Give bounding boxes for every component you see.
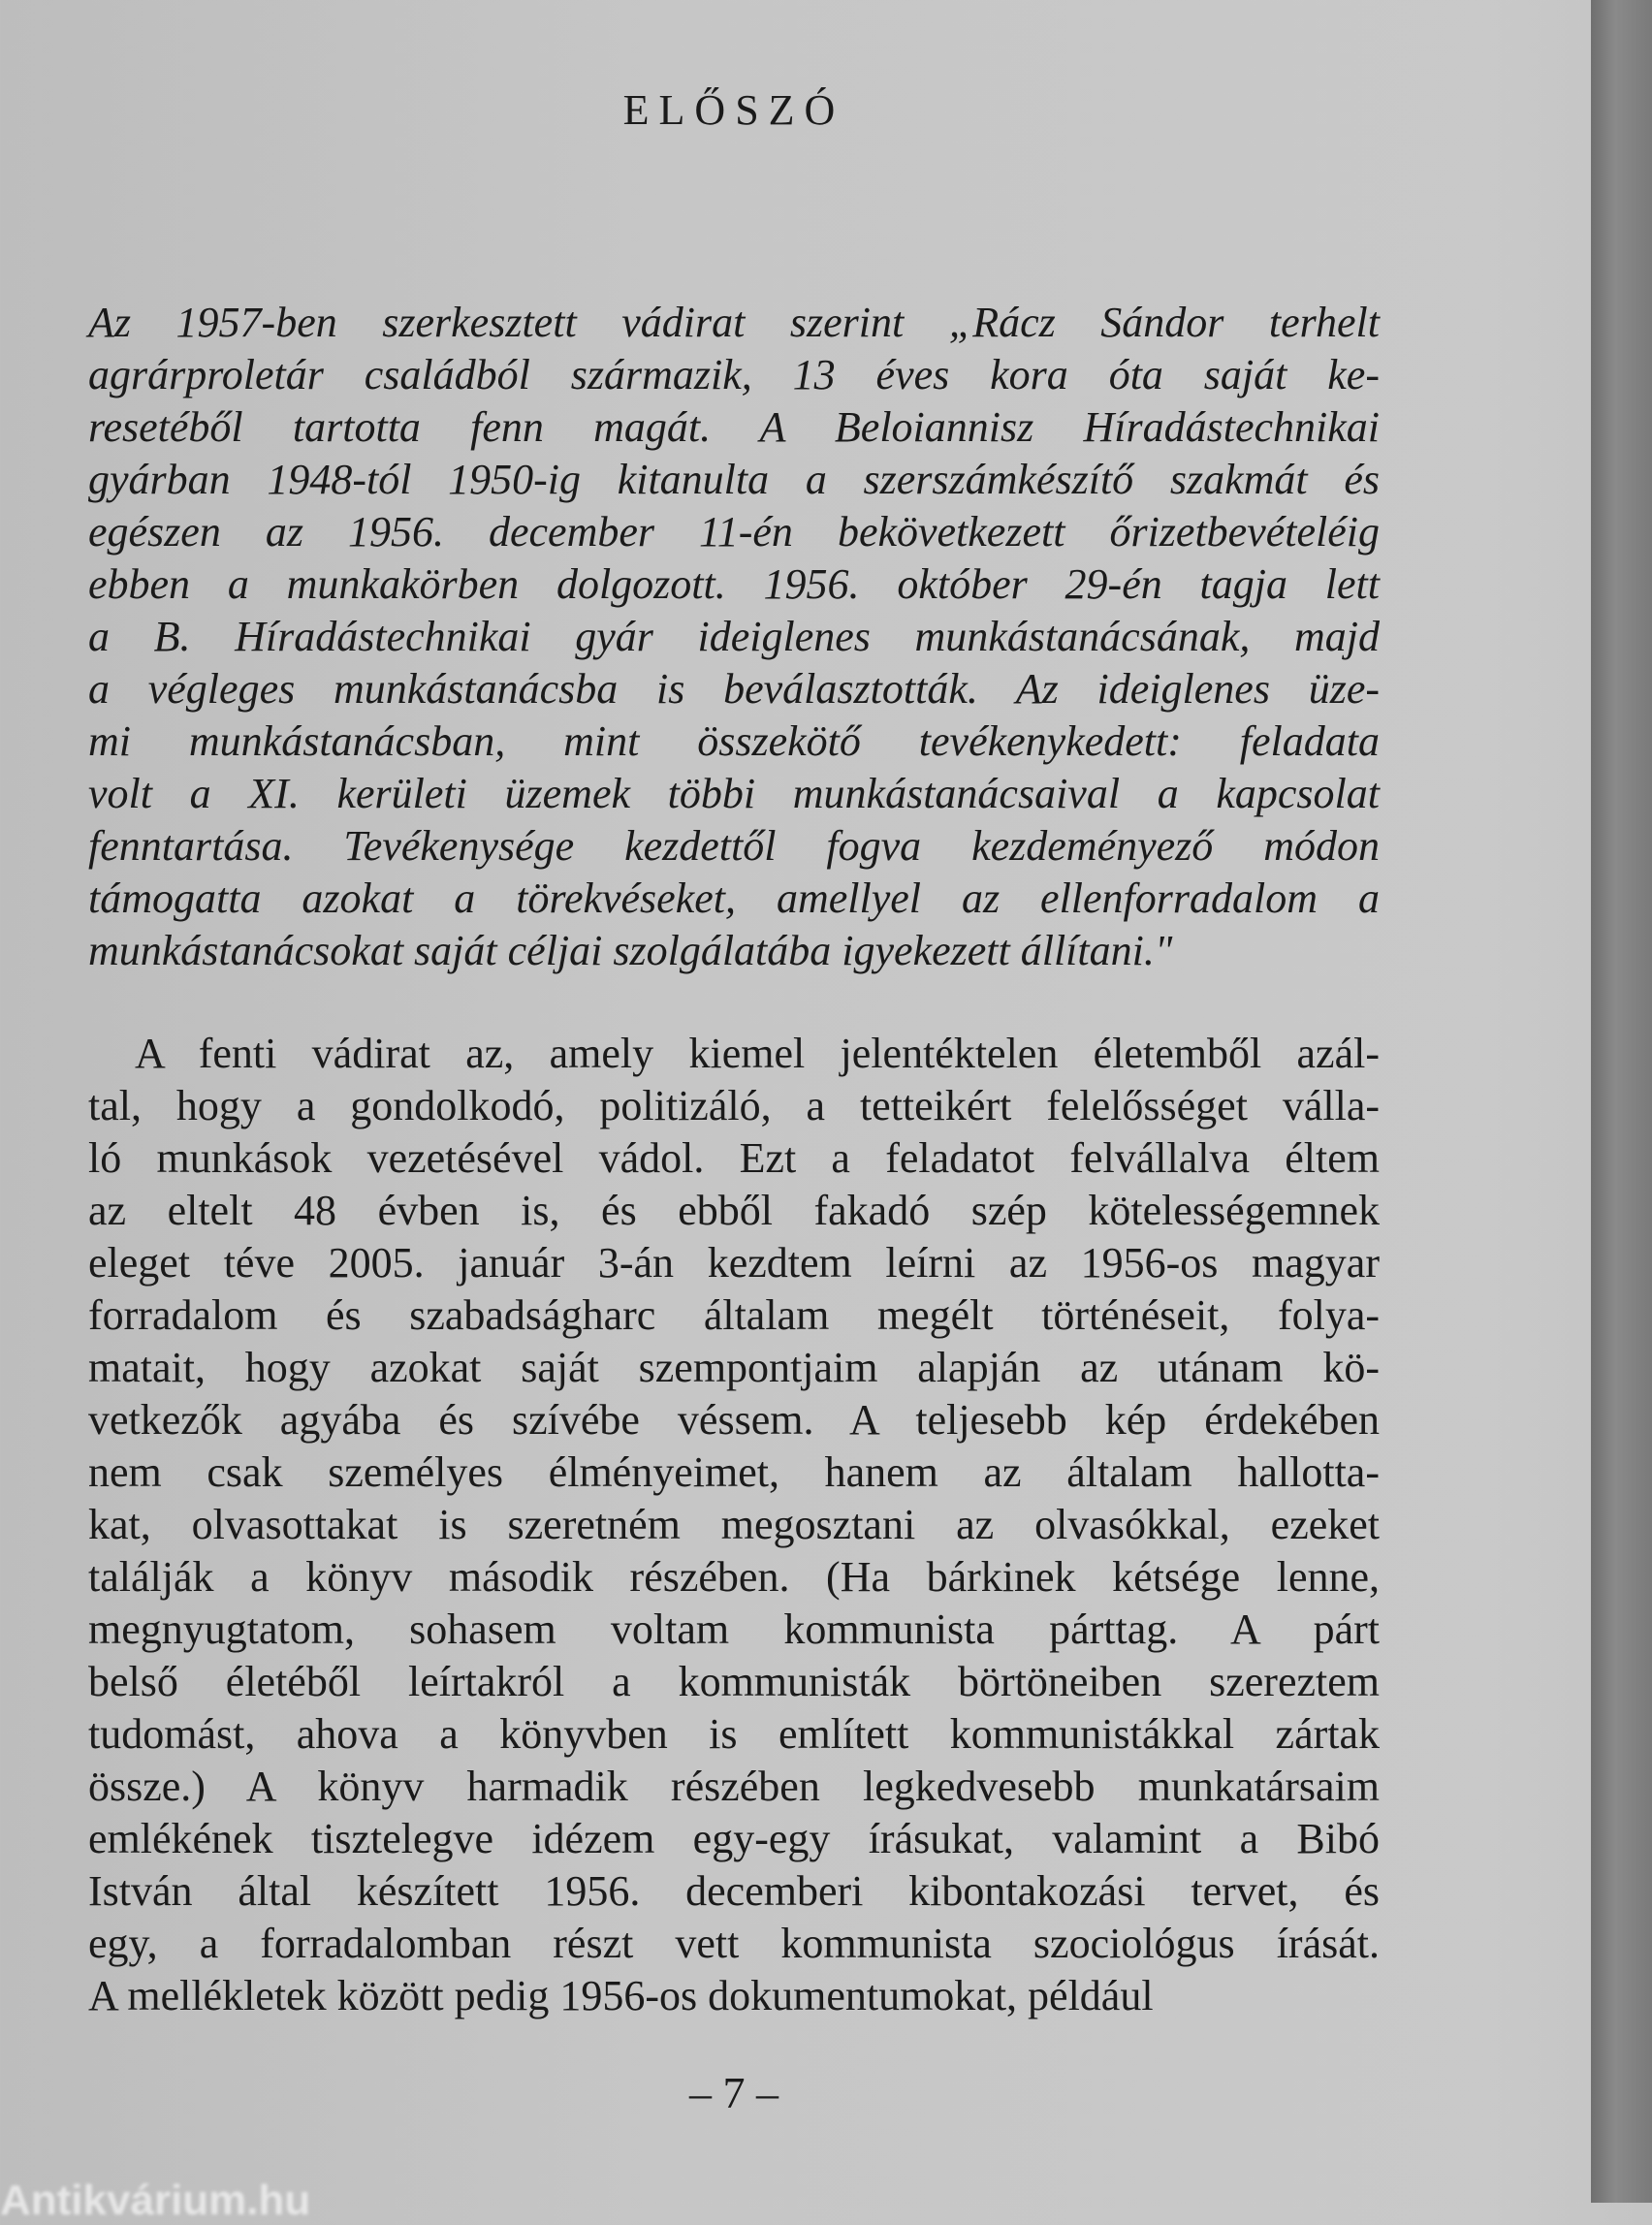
- text-line-content: nem csak személyes élményeimet, hanem az általam hallotta-: [88, 1448, 1380, 1496]
- text-line-content: ebben a munkakörben dolgozott. 1956. október 29-én tagja lett: [88, 560, 1380, 608]
- quoted-indictment-paragraph: [88, 297, 1380, 977]
- text-line: [88, 401, 1380, 454]
- text-line-content: össze.) A könyv harmadik részében legkedvesebb munkatársaim: [88, 1763, 1380, 1810]
- text-line-content: kat, olvasottakat is szeretném megosztani az olvasókkal, ezeket: [88, 1501, 1380, 1548]
- book-page-edge: [1591, 0, 1652, 2203]
- text-line-content: tudomást, ahova a könyvben is említett kommunistákkal zártak: [88, 1710, 1380, 1758]
- page-number: – 7 –: [689, 2068, 778, 2117]
- text-line: [88, 297, 1380, 349]
- text-line-content: mi munkástanácsban, mint összekötő tevékenykedett: feladata: [88, 717, 1380, 765]
- text-line-content: vetkezők agyába és szívébe véssem. A teljesebb kép érdekében: [88, 1396, 1380, 1444]
- text-line: [88, 925, 1380, 977]
- text-line-content: a végleges munkástanácsba is beválasztották. Az ideiglenes üze-: [88, 665, 1380, 713]
- text-line: [88, 1028, 1380, 1080]
- text-line: [88, 611, 1380, 663]
- text-line-content: támogatta azokat a törekvéseket, amellyel az ellenforradalom a: [88, 874, 1380, 922]
- text-line-content: az eltelt 48 évben is, és ebből fakadó szép kötelességemnek: [88, 1187, 1380, 1234]
- text-line: [88, 1813, 1380, 1865]
- text-line: [88, 1970, 1380, 2022]
- text-line-content: a B. Híradástechnikai gyár ideiglenes munkástanácsának, majd: [88, 613, 1380, 660]
- text-line: [88, 1918, 1380, 1970]
- text-line-content: találják a könyv második részében. (Ha bárkinek kétsége lenne,: [88, 1553, 1380, 1601]
- text-line-content: tal, hogy a gondolkodó, politizáló, a tetteikért felelősséget válla-: [88, 1082, 1380, 1129]
- text-line: [88, 1132, 1380, 1185]
- text-line: [88, 820, 1380, 873]
- text-line: [88, 1708, 1380, 1761]
- text-line-content: fenntartása. Tevékenysége kezdettől fogva kezdeményező módon: [88, 822, 1380, 870]
- text-line-content: agrárproletár családból származik, 13 éves kora óta saját ke-: [88, 351, 1380, 398]
- text-line-content: matait, hogy azokat saját szempontjaim alapján az utánam kö-: [88, 1344, 1380, 1391]
- text-line: [88, 1342, 1380, 1394]
- text-line: [88, 506, 1380, 558]
- text-line: [88, 1237, 1380, 1289]
- text-line: [88, 1080, 1380, 1132]
- text-line: [88, 1499, 1380, 1551]
- text-line: [88, 1394, 1380, 1446]
- text-line-content: István által készített 1956. decemberi kibontakozási tervet, és: [88, 1867, 1380, 1915]
- text-line-content: resetéből tartotta fenn magát. A Beloiannisz Híradástechnikai: [88, 403, 1380, 451]
- text-line-content: eleget téve 2005. január 3-án kezdtem leírni az 1956-os magyar: [88, 1239, 1380, 1287]
- text-line-content: Az 1957-ben szerkesztett vádirat szerint „Rácz Sándor terhelt: [88, 299, 1380, 346]
- text-line-content: A mellékletek között pedig 1956-os dokumentumokat, például: [88, 1972, 1154, 2019]
- text-line: [88, 1551, 1380, 1604]
- text-line-content: egészen az 1956. december 11-én bekövetkezett őrizetbevételéig: [88, 508, 1380, 556]
- watermark-logo: Antikvárium.hu: [0, 2177, 311, 2224]
- body-paragraph: [88, 1028, 1380, 2022]
- text-line: [88, 768, 1380, 820]
- text-line-content: megnyugtatom, sohasem voltam kommunista párttag. A párt: [88, 1605, 1380, 1653]
- text-line: [88, 349, 1380, 401]
- text-line: [88, 715, 1380, 768]
- text-line: [88, 873, 1380, 925]
- text-line-content: emlékének tisztelegve idézem egy-egy írásukat, valamint a Bibó: [88, 1815, 1380, 1862]
- text-line: [88, 1289, 1380, 1342]
- text-line-content: belső életéből leírtakról a kommunisták börtöneiben szereztem: [88, 1658, 1380, 1705]
- text-line: [88, 1185, 1380, 1237]
- text-line: [88, 1865, 1380, 1918]
- chapter-title: ELŐSZÓ: [622, 86, 845, 134]
- text-line-content: egy, a forradalomban részt vett kommunista szociológus írását.: [88, 1920, 1380, 1967]
- text-line: [88, 1446, 1380, 1499]
- text-line: [88, 454, 1380, 506]
- text-line: [88, 1604, 1380, 1656]
- text-line-content: forradalom és szabadságharc általam megélt történéseit, folya-: [88, 1291, 1380, 1339]
- text-line-content: volt a XI. kerületi üzemek többi munkástanácsaival a kapcsolat: [88, 770, 1380, 817]
- text-line-content: ló munkások vezetésével vádol. Ezt a feladatot felvállalva éltem: [88, 1134, 1380, 1182]
- text-line: [88, 558, 1380, 611]
- text-line-content: A fenti vádirat az, amely kiemel jelentéktelen életemből azál-: [135, 1030, 1380, 1077]
- text-line: [88, 663, 1380, 715]
- text-line-content: munkástanácsokat saját céljai szolgálatába igyekezett állítani.": [88, 927, 1173, 974]
- text-line: [88, 1656, 1380, 1708]
- text-line-content: gyárban 1948-tól 1950-ig kitanulta a szerszámkészítő szakmát és: [88, 456, 1380, 503]
- text-line: [88, 1761, 1380, 1813]
